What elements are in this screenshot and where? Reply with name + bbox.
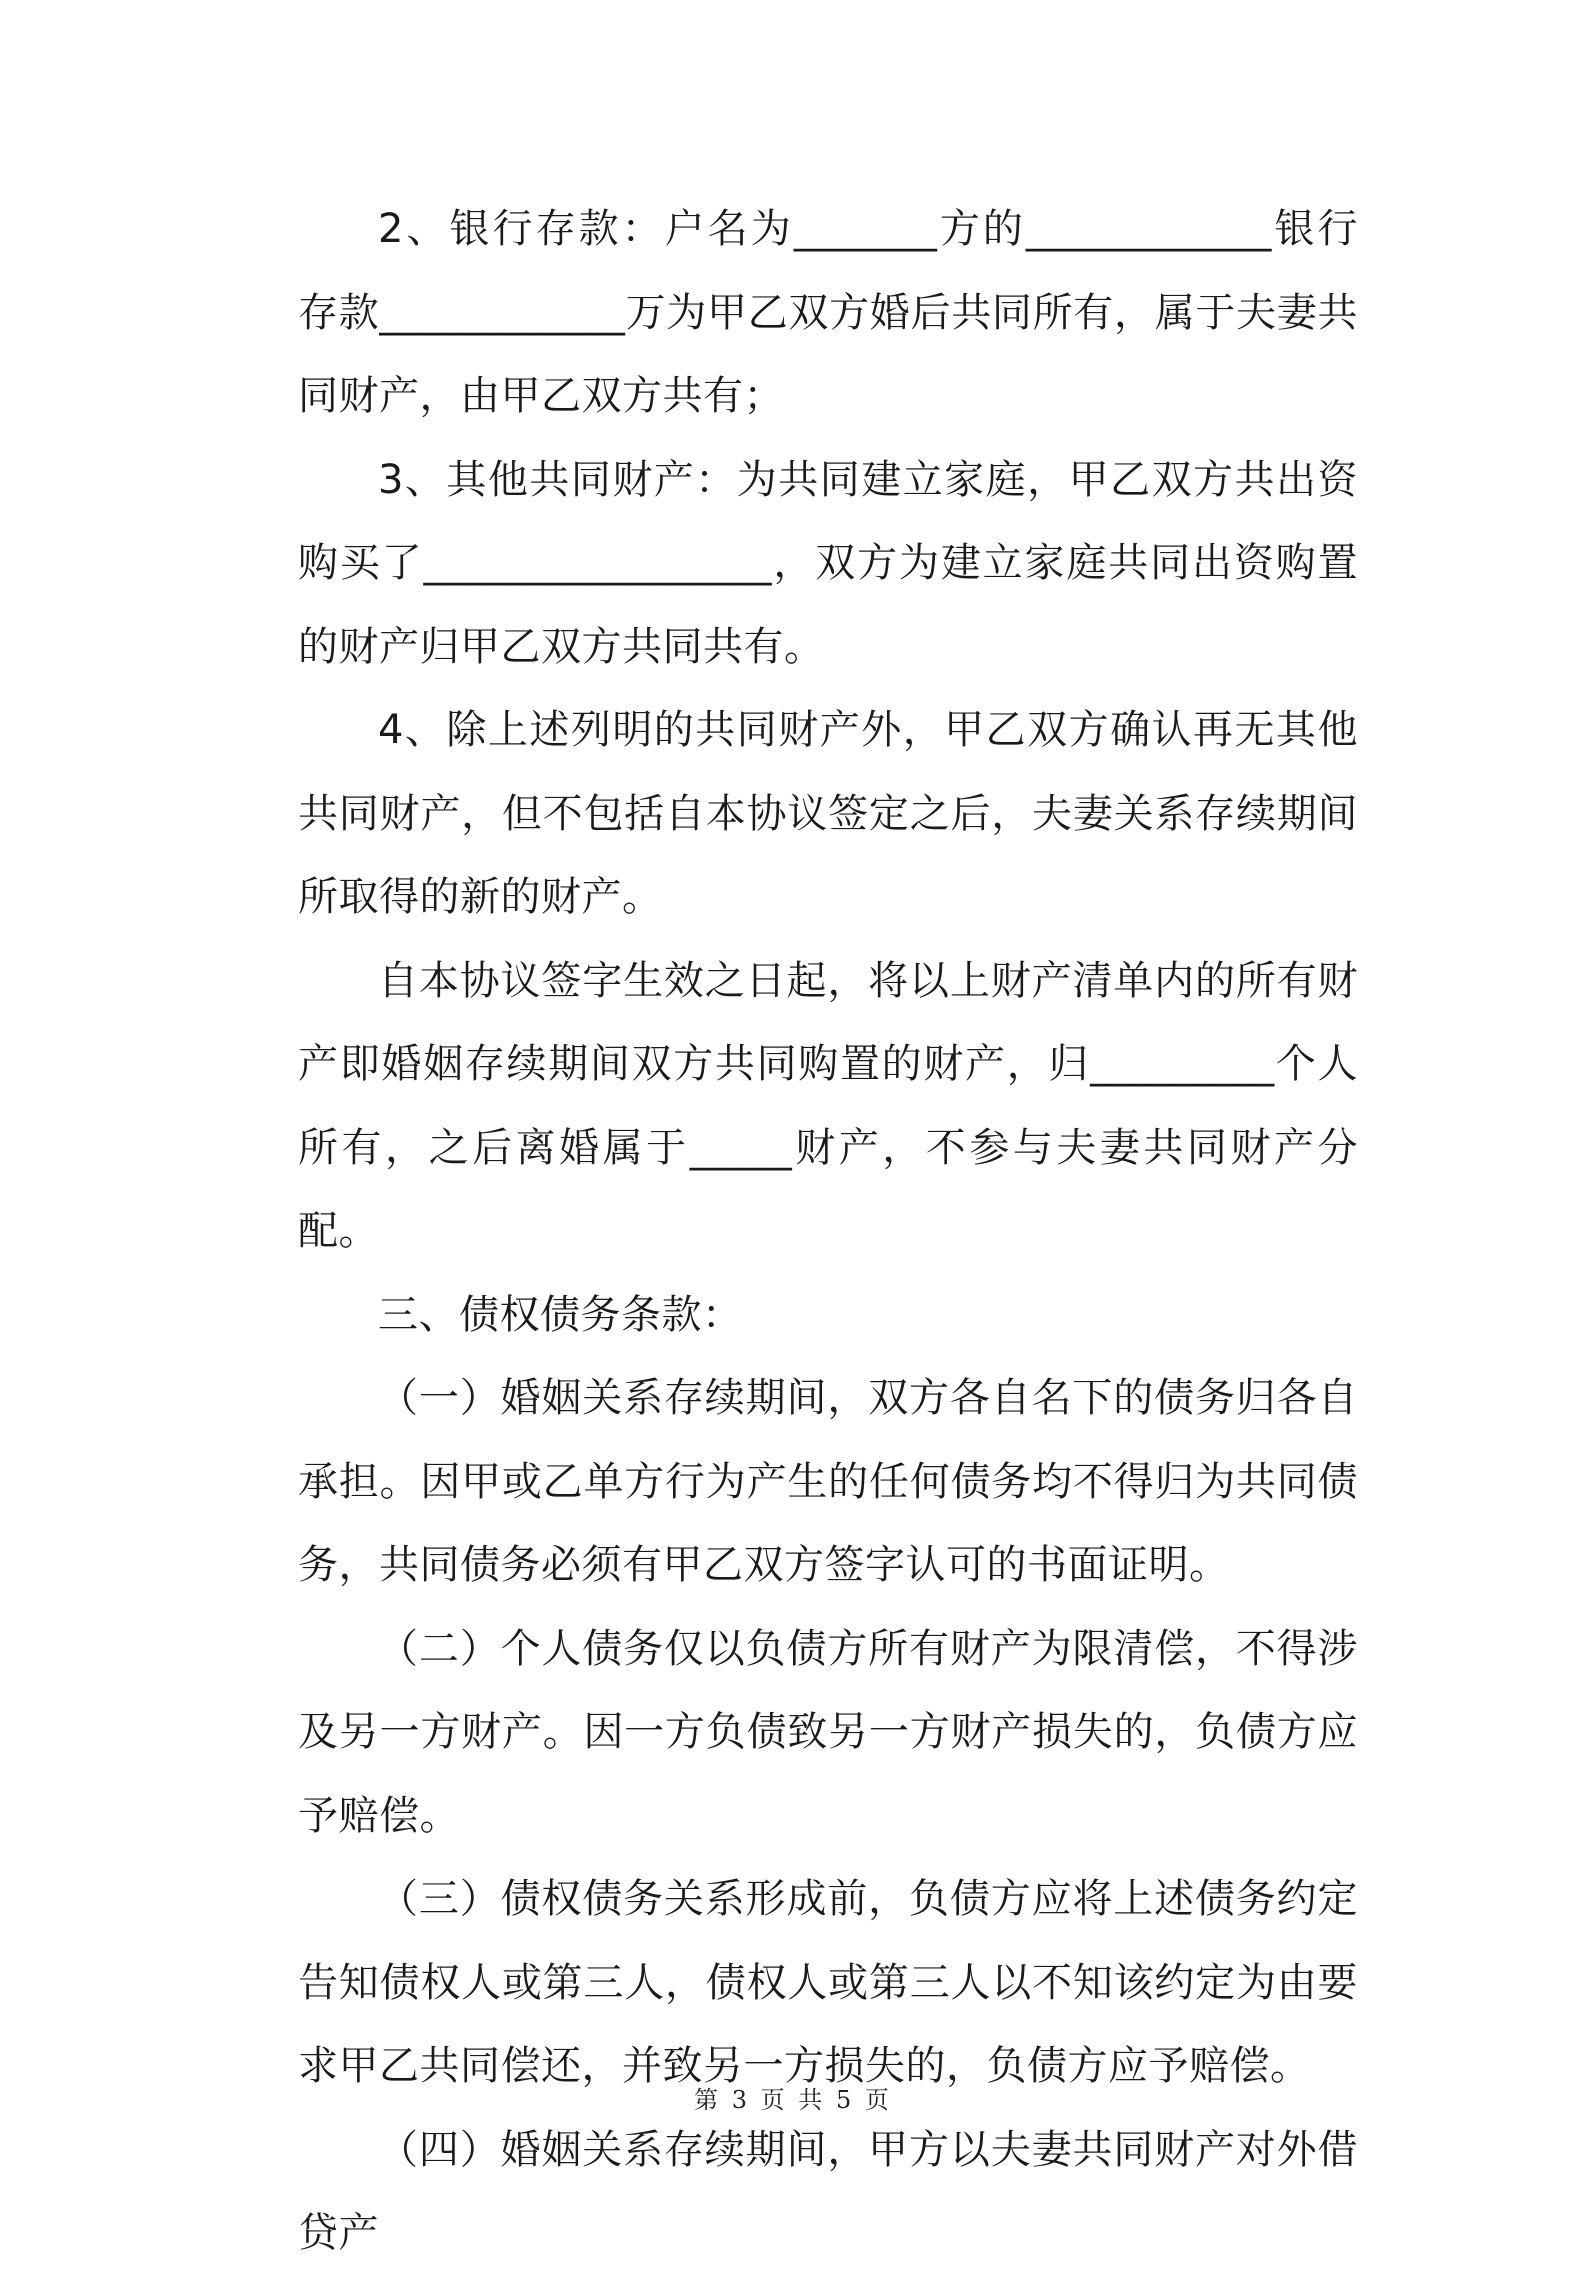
section-heading-debt-terms: 三、债权债务条款：	[378, 1291, 743, 1338]
paragraph-debt-clause-4: （四）婚姻关系存续期间，甲方以夫妻共同财产对外借贷产	[298, 2126, 1358, 2256]
document-body	[298, 188, 1358, 2276]
paragraph-bank-deposit: 2、银行存款：户名为_______方的____________银行存款____________万为甲乙双方婚后共同所有，属于夫妻共同财产，由甲乙双方共有；	[298, 206, 1358, 419]
paragraph-debt-clause-2: （二）个人债务仅以负债方所有财产为限清偿，不得涉及另一方财产。因一方负债致另一方财产损失的，负债方应予赔偿。	[298, 1625, 1358, 1839]
paragraph-property-ownership: 自本协议签字生效之日起，将以上财产清单内的所有财产即婚姻存续期间双方共同购置的财产，归_________个人所有，之后离婚属于_____财产，不参与夫妻共同财产分配。	[298, 957, 1358, 1254]
paragraph-debt-clause-3: （三）债权债务关系形成前，负债方应将上述债务约定告知债权人或第三人，债权人或第三人以不知该约定为由要求甲乙共同偿还，并致另一方损失的，负债方应予赔偿。	[298, 1876, 1358, 2089]
paragraph-debt-clause-1: （一）婚姻关系存续期间，双方各自名下的债务归各自承担。因甲或乙单方行为产生的任何债务均不得归为共同债务，共同债务必须有甲乙双方签字认可的书面证明。	[298, 1375, 1358, 1588]
page-number-footer: 第 3 页 共 5 页	[694, 2086, 892, 2114]
paragraph-no-other-property: 4、除上述列明的共同财产外，甲乙双方确认再无其他共同财产，但不包括自本协议签定之后，夫妻关系存续期间所取得的新的财产。	[298, 707, 1358, 920]
paragraph-other-property: 3、其他共同财产：为共同建立家庭，甲乙双方共出资购买了_________________，双方为建立家庭共同出资购置的财产归甲乙双方共同共有。	[298, 456, 1358, 670]
